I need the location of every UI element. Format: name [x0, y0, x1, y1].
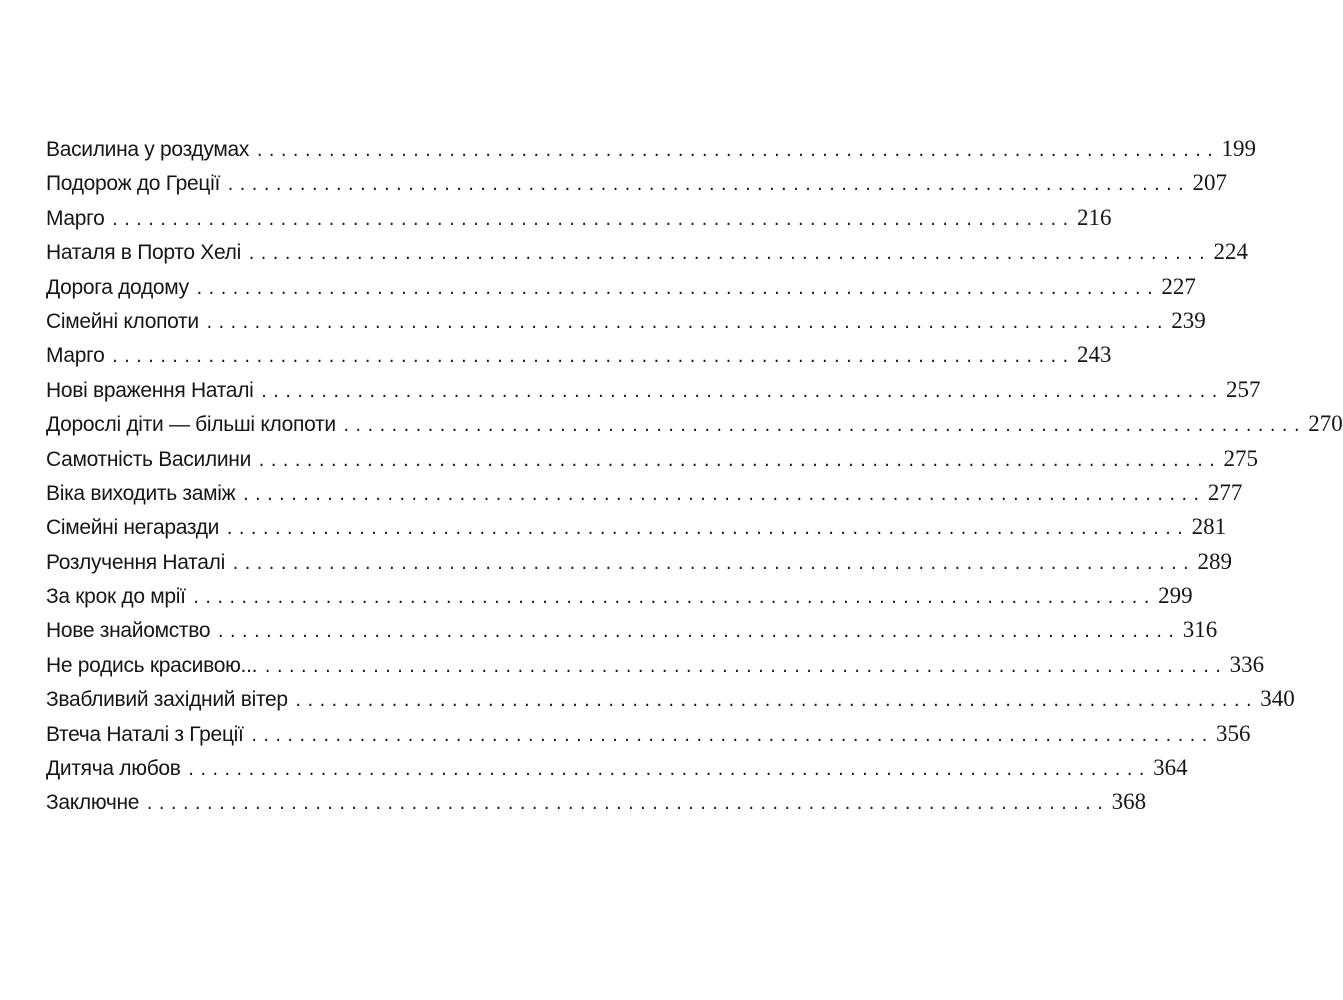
toc-entry-title: Розлучення Наталі — [46, 550, 225, 574]
toc-dot-leader: ................................................................................ — [194, 279, 1158, 298]
toc-entry-page-number: 227 — [1161, 273, 1196, 299]
toc-dot-leader: ................................................................................ — [191, 589, 1155, 608]
toc-entry-page-number: 275 — [1223, 445, 1259, 471]
toc-entry-title: Втеча Наталі з Греції — [46, 722, 244, 746]
toc-entry-title: Подорож до Греції — [46, 172, 220, 196]
toc-entry — [46, 307, 1206, 342]
toc-entry — [46, 617, 1218, 651]
toc-entry-title: Наталя в Порто Хелі — [46, 241, 241, 265]
toc-entry-page-number: 368 — [1111, 789, 1147, 815]
toc-entry — [46, 136, 1257, 170]
toc-entry — [46, 514, 1227, 548]
toc-entry-page-number: 216 — [1076, 204, 1112, 230]
toc-entry-page-number: 316 — [1182, 617, 1218, 643]
toc-entry-page-number: 299 — [1158, 583, 1193, 609]
toc-entry-title: Василина у роздумах — [46, 138, 250, 161]
toc-dot-leader: ................................................................................ — [255, 142, 1218, 160]
toc-entry-page-number: 364 — [1153, 755, 1188, 781]
toc-entry — [46, 170, 1227, 204]
toc-entry — [46, 651, 1265, 686]
toc-entry-page-number: 336 — [1229, 651, 1265, 677]
toc-entry-title: Самотність Василини — [46, 447, 252, 471]
toc-entry-page-number: 281 — [1191, 514, 1227, 540]
table-of-contents — [46, 136, 1343, 824]
toc-entry-title: За крок до мрії — [46, 585, 186, 609]
toc-entry-page-number: 270 — [1308, 411, 1343, 437]
toc-dot-leader: ................................................................................ — [341, 417, 1305, 436]
toc-entry — [46, 789, 1147, 823]
toc-entry-title: Марго — [46, 206, 105, 230]
toc-entry — [46, 445, 1259, 480]
toc-entry — [46, 548, 1232, 583]
toc-entry-title: Дорослі діти — більші клопоти — [46, 413, 336, 437]
toc-entry-title: Нове знайомство — [46, 619, 211, 643]
toc-entry-title: Заключне — [46, 791, 140, 815]
toc-dot-leader: ................................................................................ — [241, 485, 1204, 504]
toc-entry-title: Звабливий західний вітер — [46, 688, 288, 712]
toc-dot-leader: ................................................................................ — [293, 692, 1257, 711]
toc-dot-leader: ................................................................................ — [110, 210, 1073, 229]
toc-entry-title: Сімейні клопоти — [46, 309, 199, 333]
toc-dot-leader: ................................................................................ — [230, 554, 1194, 573]
toc-dot-leader: ................................................................................ — [186, 761, 1150, 780]
toc-entry-page-number: 243 — [1076, 342, 1112, 368]
toc-dot-leader: ................................................................................ — [226, 176, 1189, 195]
toc-entry — [46, 479, 1243, 514]
toc-dot-leader: ................................................................................ — [257, 451, 1220, 470]
toc-entry-title: Не родись красивою... — [46, 653, 258, 677]
toc-dot-leader: ................................................................................ — [259, 382, 1222, 401]
toc-dot-leader: ................................................................................ — [249, 726, 1213, 745]
toc-dot-leader: ................................................................................ — [263, 657, 1226, 676]
toc-dot-leader: ................................................................................ — [145, 795, 1108, 814]
toc-entry-page-number: 340 — [1260, 686, 1295, 712]
toc-dot-leader: ................................................................................ — [247, 245, 1210, 264]
toc-entry-page-number: 239 — [1171, 307, 1206, 333]
toc-entry — [46, 720, 1251, 755]
toc-dot-leader: ................................................................................ — [110, 348, 1073, 367]
toc-entry — [46, 273, 1196, 308]
toc-dot-leader: ................................................................................ — [204, 313, 1168, 332]
toc-entry — [46, 686, 1295, 720]
toc-entry-page-number: 356 — [1216, 720, 1251, 746]
toc-entry — [46, 239, 1248, 273]
toc-dot-leader: ................................................................................ — [225, 520, 1188, 539]
toc-dot-leader: ................................................................................ — [216, 623, 1179, 642]
toc-entry-page-number: 224 — [1213, 239, 1248, 265]
toc-entry-title: Сімейні негаразди — [46, 516, 220, 540]
toc-entry-title: Нові враження Наталі — [46, 378, 254, 402]
toc-entry-page-number: 207 — [1192, 170, 1227, 196]
toc-entry-title: Марго — [46, 344, 105, 368]
toc-entry-title: Дитяча любов — [46, 757, 181, 781]
toc-entry-title: Віка виходить заміж — [46, 481, 236, 505]
toc-entry-title: Дорога додому — [46, 275, 189, 299]
toc-entry-page-number: 277 — [1207, 479, 1243, 505]
toc-entry — [46, 342, 1112, 376]
toc-entry — [46, 583, 1193, 617]
toc-entry-page-number: 199 — [1221, 136, 1257, 161]
toc-entry — [46, 411, 1343, 445]
toc-entry — [46, 204, 1112, 239]
toc-entry — [46, 376, 1261, 411]
toc-entry-page-number: 257 — [1225, 376, 1261, 402]
toc-entry-page-number: 289 — [1197, 548, 1232, 574]
toc-entry — [46, 755, 1188, 789]
